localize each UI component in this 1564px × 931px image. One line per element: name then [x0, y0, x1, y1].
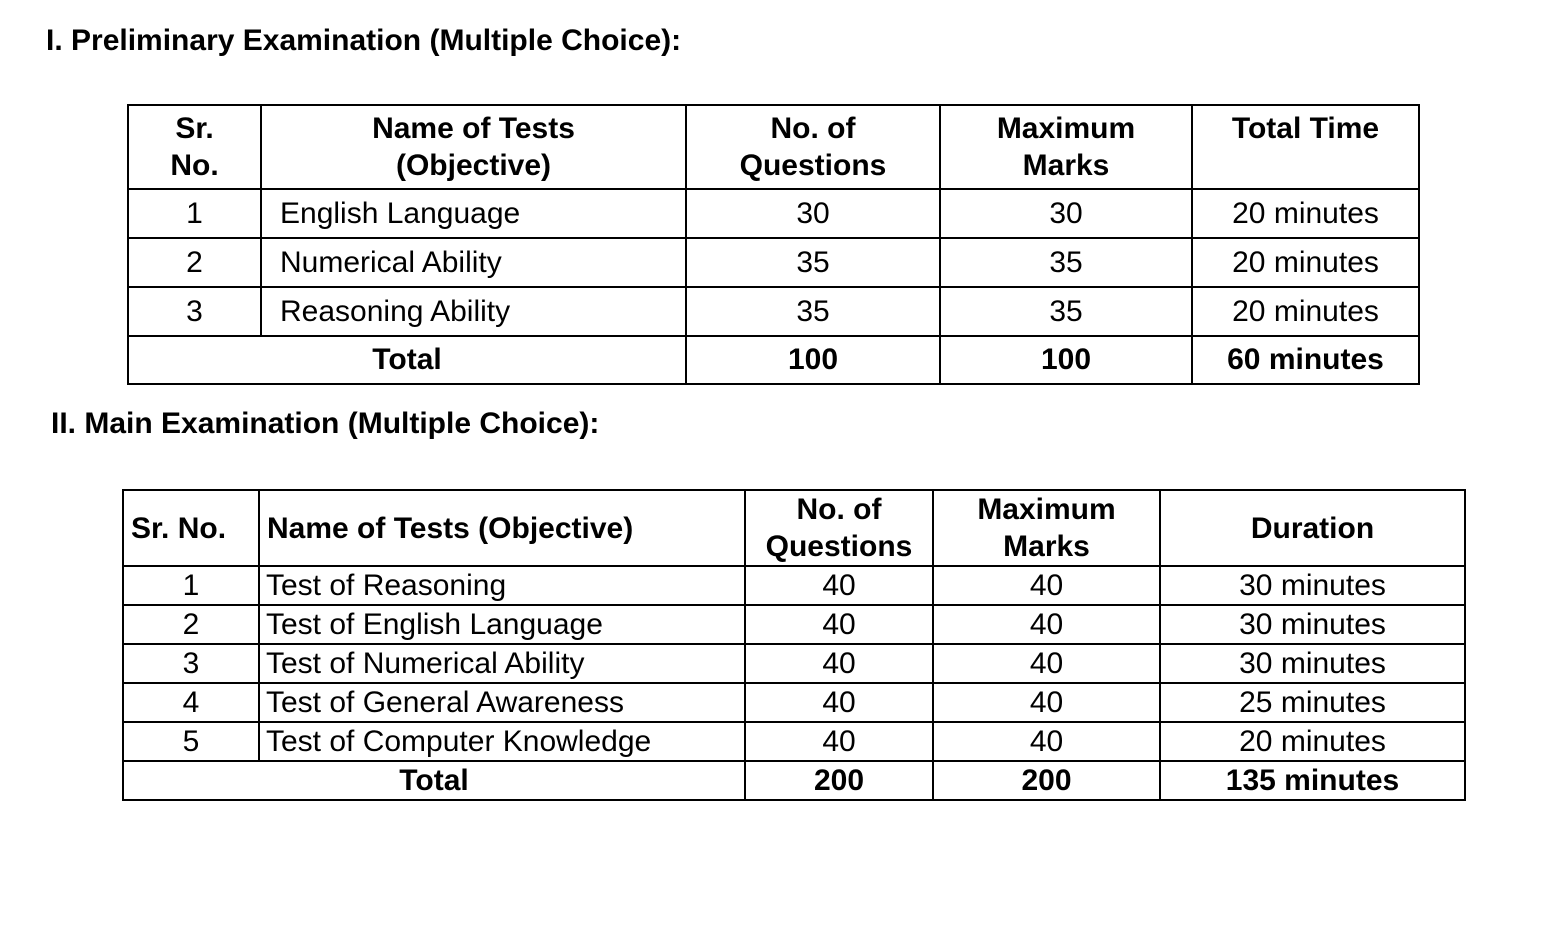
header-test-name: Name of Tests (Objective) [259, 490, 745, 566]
header-questions: No. of Questions [686, 105, 940, 189]
cell-sr-no: 1 [123, 566, 259, 605]
cell-duration: 30 minutes [1160, 644, 1465, 683]
table-row [128, 287, 1419, 336]
table-row [123, 566, 1465, 605]
cell-test-name: Test of English Language [259, 605, 745, 644]
cell-duration: 20 minutes [1160, 722, 1465, 761]
cell-duration: 30 minutes [1160, 566, 1465, 605]
table-header-row [128, 105, 1419, 189]
cell-max-marks: 40 [933, 605, 1160, 644]
cell-time: 20 minutes [1192, 287, 1419, 336]
cell-sr-no: 4 [123, 683, 259, 722]
cell-sr-no: 2 [128, 238, 261, 287]
header-duration: Duration [1160, 490, 1465, 566]
header-sr-no: Sr. No. [128, 105, 261, 189]
prelim-table [127, 104, 1420, 385]
total-max-marks: 100 [940, 336, 1192, 384]
table-row [123, 605, 1465, 644]
main-table [122, 489, 1466, 801]
cell-sr-no: 3 [128, 287, 261, 336]
header-total-time: Total Time [1192, 105, 1419, 189]
cell-questions: 40 [745, 683, 933, 722]
total-questions: 100 [686, 336, 940, 384]
header-max-marks: Maximum Marks [933, 490, 1160, 566]
total-row [123, 761, 1465, 800]
prelim-heading: I. Preliminary Examination (Multiple Choice): [46, 24, 682, 57]
table-row [128, 189, 1419, 238]
total-questions: 200 [745, 761, 933, 800]
cell-questions: 40 [745, 644, 933, 683]
cell-max-marks: 40 [933, 566, 1160, 605]
table-header-row [123, 490, 1465, 566]
table-row [128, 238, 1419, 287]
cell-test-name: Test of Computer Knowledge [259, 722, 745, 761]
cell-test-name: Test of General Awareness [259, 683, 745, 722]
header-questions: No. of Questions [745, 490, 933, 566]
cell-max-marks: 40 [933, 722, 1160, 761]
total-time: 60 minutes [1192, 336, 1419, 384]
header-test-name: Name of Tests (Objective) [261, 105, 686, 189]
main-heading: II. Main Examination (Multiple Choice): [51, 407, 600, 440]
cell-test-name: Test of Numerical Ability [259, 644, 745, 683]
cell-sr-no: 1 [128, 189, 261, 238]
cell-max-marks: 35 [940, 238, 1192, 287]
cell-test-name: Reasoning Ability [261, 287, 686, 336]
cell-sr-no: 5 [123, 722, 259, 761]
cell-test-name: Numerical Ability [261, 238, 686, 287]
cell-duration: 30 minutes [1160, 605, 1465, 644]
cell-time: 20 minutes [1192, 238, 1419, 287]
header-sr-no: Sr. No. [123, 490, 259, 566]
cell-test-name: English Language [261, 189, 686, 238]
cell-questions: 30 [686, 189, 940, 238]
cell-duration: 25 minutes [1160, 683, 1465, 722]
cell-time: 20 minutes [1192, 189, 1419, 238]
table-row [123, 644, 1465, 683]
cell-max-marks: 30 [940, 189, 1192, 238]
cell-questions: 40 [745, 605, 933, 644]
table-row [123, 683, 1465, 722]
cell-sr-no: 2 [123, 605, 259, 644]
cell-questions: 35 [686, 287, 940, 336]
header-max-marks: Maximum Marks [940, 105, 1192, 189]
total-duration: 135 minutes [1160, 761, 1465, 800]
total-label: Total [123, 761, 745, 800]
total-max-marks: 200 [933, 761, 1160, 800]
table-row [123, 722, 1465, 761]
cell-questions: 35 [686, 238, 940, 287]
cell-max-marks: 35 [940, 287, 1192, 336]
cell-max-marks: 40 [933, 683, 1160, 722]
cell-sr-no: 3 [123, 644, 259, 683]
cell-questions: 40 [745, 566, 933, 605]
cell-test-name: Test of Reasoning [259, 566, 745, 605]
cell-max-marks: 40 [933, 644, 1160, 683]
total-row [128, 336, 1419, 384]
total-label: Total [128, 336, 686, 384]
cell-questions: 40 [745, 722, 933, 761]
